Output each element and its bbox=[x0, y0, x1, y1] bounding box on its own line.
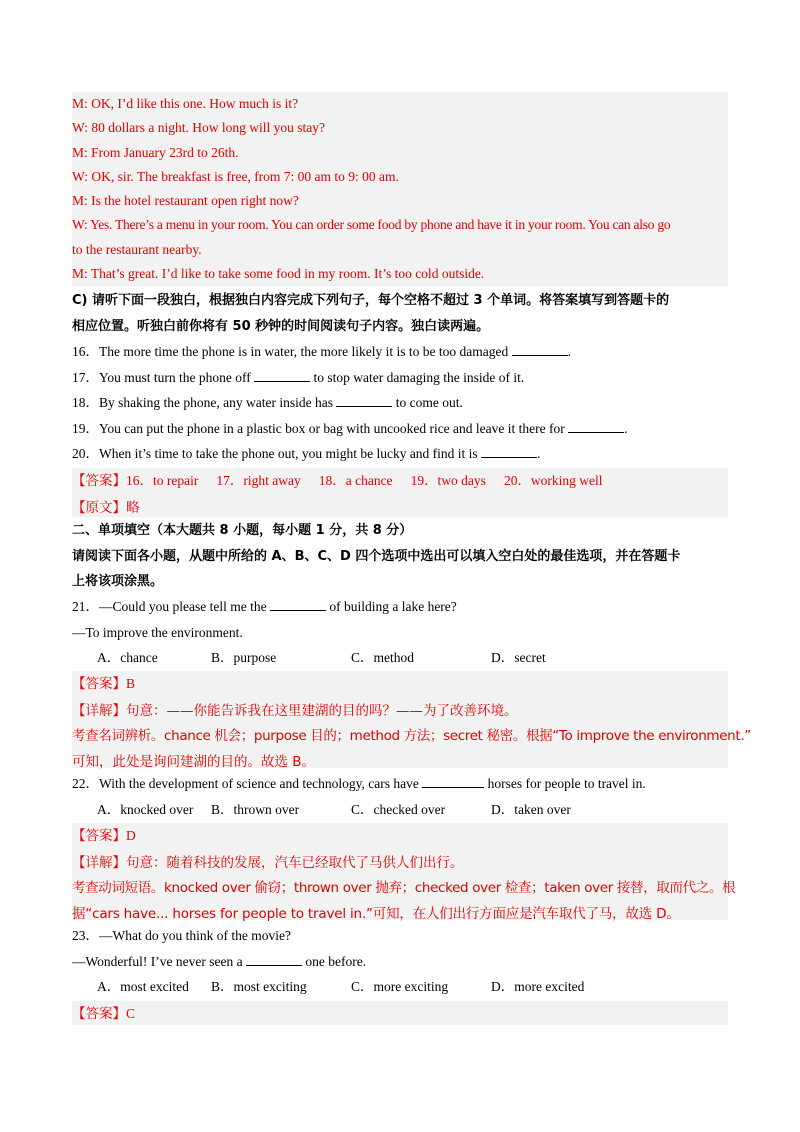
answer-label: 【答案】 bbox=[72, 676, 126, 692]
answer-block-23 bbox=[72, 1001, 728, 1025]
question-18 bbox=[72, 390, 728, 416]
section-2-instruction: 上将该项涂黑。 bbox=[72, 574, 164, 590]
dialogue-line: M: From January 23rd to 26th. bbox=[72, 144, 239, 160]
detail-text: 据“cars have... horses for people to travel in.”可知，在人们出行方面应是汽车取代了马，故选 D。 bbox=[72, 905, 680, 922]
question-text: 22．With the development of science and technology, cars have bbox=[72, 776, 423, 791]
option-b: B．purpose bbox=[211, 650, 277, 666]
question-22 bbox=[72, 771, 728, 822]
original-text-label: 【原文】 bbox=[72, 499, 126, 516]
answer-blank bbox=[270, 598, 326, 611]
option-a: A．chance bbox=[97, 650, 158, 666]
question-19 bbox=[72, 416, 728, 442]
answer-line bbox=[72, 671, 728, 698]
answer-label: 【答案】 bbox=[72, 473, 126, 489]
question-text: When it’s time to take the phone out, you might be lucky and find it is bbox=[99, 446, 482, 462]
detail-text: 考查名词辨析。chance 机会；purpose 目的；method 方法；secret 秘密。根据“To improve the environment.” bbox=[72, 728, 751, 744]
question-text: . bbox=[537, 446, 541, 462]
answer-value: B bbox=[126, 676, 136, 691]
question-text: 21．—Could you please tell me the bbox=[72, 599, 270, 614]
section-c-line: 相应位置。听独白前你将有 50 秒钟的时间阅读句子内容。独白读两遍。 bbox=[72, 318, 490, 334]
section-c-line: C) 请听下面一段独白，根据独白内容完成下列句子，每个空格不超过 3 个单词。将答案填写到答题卡的 bbox=[72, 293, 670, 308]
answer-label: 【答案】 bbox=[72, 1006, 126, 1022]
answer-block-21 bbox=[72, 671, 751, 770]
question-number: 17． bbox=[72, 369, 99, 385]
question-23-options bbox=[72, 974, 728, 1000]
answer-blank bbox=[481, 445, 537, 458]
answer-line bbox=[72, 1001, 728, 1028]
answer-value: C bbox=[126, 1006, 136, 1021]
answer-block-16-20 bbox=[72, 468, 728, 517]
option-a: A．knocked over bbox=[97, 801, 194, 817]
question-number: 19． bbox=[72, 420, 99, 436]
question-17 bbox=[72, 365, 728, 391]
question-21-options bbox=[72, 645, 728, 671]
option-b: B．thrown over bbox=[211, 801, 300, 817]
detail-text: 句意：随着科技的发展，汽车已经取代了马供人们出行。 bbox=[126, 854, 464, 871]
question-21 bbox=[72, 594, 728, 671]
question-23-response bbox=[72, 949, 728, 975]
answer-item: 16．to repair bbox=[126, 473, 199, 488]
detail-line bbox=[72, 850, 728, 877]
answer-value: D bbox=[126, 828, 136, 843]
answer-block-22 bbox=[72, 823, 736, 922]
answer-blank bbox=[254, 369, 310, 382]
dialogue-transcript bbox=[72, 92, 728, 286]
answer-item: 19．two days bbox=[410, 473, 486, 488]
question-text: of building a lake here? bbox=[325, 599, 457, 614]
option-d: D．secret bbox=[491, 650, 546, 666]
question-text: By shaking the phone, any water inside has bbox=[99, 395, 337, 411]
dialogue-line: to the restaurant nearby. bbox=[72, 241, 202, 257]
answer-blank bbox=[246, 953, 302, 966]
section-2-title: 二、单项填空（本大题共 8 小题，每小题 1 分，共 8 分） bbox=[72, 523, 413, 538]
question-number: 20． bbox=[72, 446, 99, 462]
section-c-instructions bbox=[72, 288, 728, 339]
question-text: horses for people to travel in. bbox=[484, 776, 646, 791]
dialogue-line: M: OK, I’d like this one. How much is it? bbox=[72, 96, 299, 111]
detail-line bbox=[72, 698, 728, 725]
answer-blank bbox=[568, 420, 624, 433]
detail-text: 可知，此处是询问建湖的目的。故选 B。 bbox=[72, 753, 316, 770]
question-text: —Wonderful! I’ve never seen a bbox=[72, 953, 246, 969]
answers-line bbox=[72, 468, 728, 495]
answer-line bbox=[72, 823, 728, 850]
question-22-options bbox=[72, 797, 728, 823]
dialogue-line: W: OK, sir. The breakfast is free, from 7: 00 am to 9: 00 am. bbox=[72, 168, 399, 184]
question-21-response: —To improve the environment. bbox=[72, 624, 243, 640]
answer-blank bbox=[422, 775, 484, 788]
question-16 bbox=[72, 339, 728, 365]
dialogue-line: M: That’s great. I’d like to take some food in my room. It’s too cold outside. bbox=[72, 266, 485, 282]
question-text: one before. bbox=[301, 953, 367, 969]
question-text: The more time the phone is in water, the more likely it is to be too damaged bbox=[99, 344, 512, 359]
question-number: 16． bbox=[72, 344, 99, 359]
question-text: You must turn the phone off bbox=[99, 369, 255, 385]
answer-label: 【答案】 bbox=[72, 828, 126, 844]
section-2-header bbox=[72, 518, 728, 595]
question-20 bbox=[72, 441, 728, 467]
option-c: C．more exciting bbox=[351, 979, 449, 995]
option-d: D．taken over bbox=[491, 801, 571, 817]
question-text: . bbox=[624, 420, 628, 436]
option-b: B．most exciting bbox=[211, 979, 307, 995]
answer-item: 20．working well bbox=[503, 473, 603, 488]
dialogue-line: W: Yes. There’s a menu in your room. You can order some food by phone and have it in your room. You can also go bbox=[72, 217, 671, 233]
question-text: . bbox=[567, 344, 571, 359]
option-c: C．method bbox=[351, 650, 414, 666]
fill-in-questions bbox=[72, 339, 728, 467]
dialogue-line: W: 80 dollars a night. How long will you stay? bbox=[72, 120, 325, 136]
option-c: C．checked over bbox=[351, 801, 446, 817]
question-21-stem bbox=[72, 594, 728, 620]
answer-item: 17．right away bbox=[216, 473, 301, 488]
question-text: to come out. bbox=[392, 395, 463, 411]
answer-blank bbox=[512, 343, 568, 356]
question-text: to stop water damaging the inside of it. bbox=[310, 369, 525, 385]
option-a: A．most excited bbox=[97, 979, 189, 995]
question-23-stem: 23．—What do you think of the movie? bbox=[72, 928, 291, 943]
answer-blank bbox=[336, 394, 392, 407]
detail-label: 【详解】 bbox=[72, 854, 126, 871]
question-text: You can put the phone in a plastic box or bag with uncooked rice and leave it there for bbox=[99, 420, 569, 436]
detail-text: 句意：——你能告诉我在这里建湖的目的吗？——为了改善环境。 bbox=[126, 702, 518, 719]
detail-label: 【详解】 bbox=[72, 702, 126, 719]
question-22-stem bbox=[72, 771, 728, 797]
dialogue-line: M: Is the hotel restaurant open right now? bbox=[72, 193, 299, 209]
option-d: D．more excited bbox=[491, 979, 585, 995]
question-number: 18． bbox=[72, 395, 99, 411]
detail-text: 考查动词短语。knocked over 偷窃；thrown over 抛弃；checked over 检查；taken over 接替，取而代之。根 bbox=[72, 880, 736, 896]
original-text-value: 略 bbox=[126, 499, 140, 516]
answer-item: 18．a chance bbox=[318, 473, 393, 488]
question-23 bbox=[72, 923, 728, 1000]
section-2-instruction: 请阅读下面各小题，从题中所给的 A、B、C、D 四个选项中选出可以填入空白处的最佳选项，并在答题卡 bbox=[72, 548, 681, 564]
